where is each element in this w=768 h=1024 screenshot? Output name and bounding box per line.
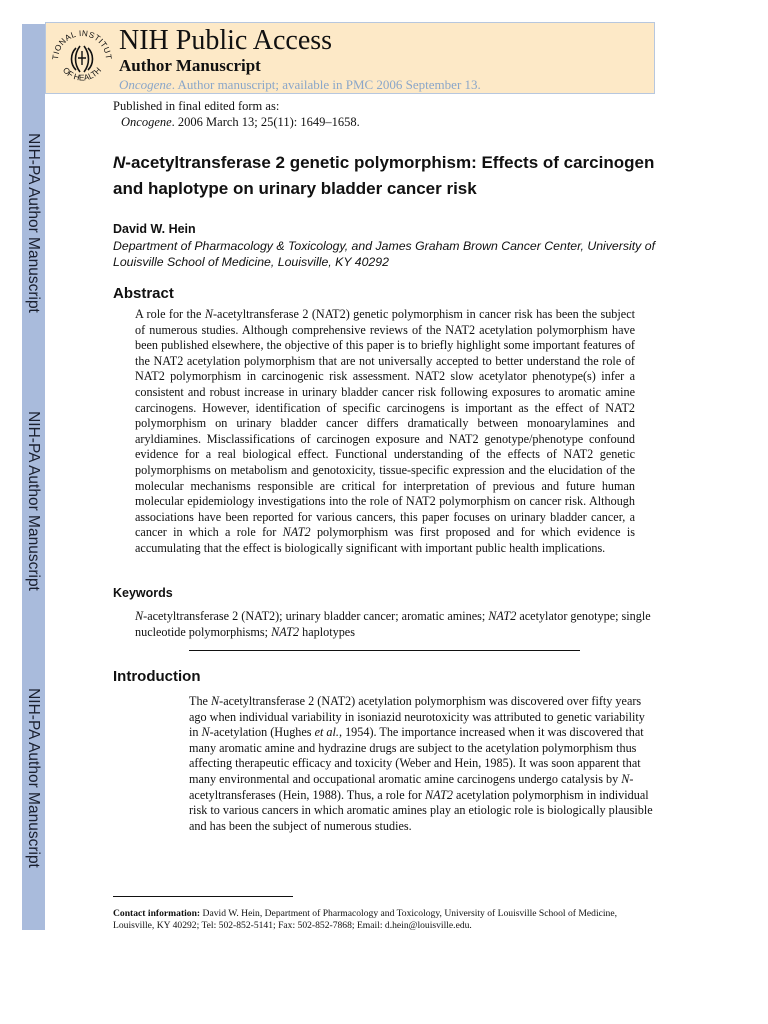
svg-text:NATIONAL INSTITUTES: TIONAL INSTITUT [50, 28, 114, 61]
svg-text:OF HEALTH: OF HEALTH [60, 65, 104, 83]
nih-pa-sidebar [22, 24, 45, 930]
sidebar-label: NIH-PA Author Manuscript [25, 133, 42, 313]
author-name: David W. Hein [113, 222, 196, 236]
publication-info: Published in final edited form as: Oncogene. 2006 March 13; 25(11): 1649–1658. [113, 99, 360, 129]
section-divider [189, 650, 580, 651]
sidebar-label: NIH-PA Author Manuscript [25, 688, 42, 868]
banner-title: NIH Public Access [119, 25, 333, 56]
keywords-text: N-acetyltransferase 2 (NAT2); urinary bladder cancer; aromatic amines; NAT2 acetylator genotype; single nucleotide polymorphisms; NAT2 haplotypes [135, 609, 651, 639]
footnote-divider [113, 896, 293, 897]
author-affiliation: Department of Pharmacology & Toxicology, and James Graham Brown Cancer Center, University of Louisville School of Medicine, Louisville, KY 40292 [113, 239, 655, 269]
sidebar-label: NIH-PA Author Manuscript [25, 411, 42, 591]
abstract-heading: Abstract [113, 285, 174, 302]
article-title: N-acetyltransferase 2 genetic polymorphism: Effects of carcinogen and haplotype on urinary bladder cancer risk [113, 153, 655, 198]
keywords-heading: Keywords [113, 586, 173, 600]
banner-availability: Oncogene. Author manuscript; available in PMC 2006 September 13. [119, 77, 481, 92]
abstract-text: A role for the N-acetyltransferase 2 (NAT2) genetic polymorphism in cancer risk has been the subject of numerous studies. Although comprehensive reviews of the NAT2 acetylation polymorphism have been published elsewhere, the objective of this paper is to briefly highlight some important features of the NAT2 acetylation polymorphism that are not universally accepted to better understand the role of NAT2 polymorphism in carcinogenic risk assessment. NAT2 slow acetylator phenotype(s) infer a consistent and robust increase in urinary bladder cancer risk following exposures to aromatic amine carcinogens. However, identification of specific carcinogens is important as the effect of NAT2 polymorphism on urinary bladder cancer differs dramatically between monoarylamines and aryldiamines. Misclassifications of carcinogen exposure and NAT2 genotype/phenotype confound evidence for a real biological effect. Functional understanding of the effects of NAT2 genetic polymorphisms on metabolism and genotoxicity, tissue-specific expression and the elucidation of the molecular mechanisms responsible are critical for interpretation of previous and future human molecular epidemiology investigations into the role of NAT2 polymorphism on cancer risk. Although associations have been reported for various cancers, this paper focuses on urinary bladder cancer, a cancer in which a role for NAT2 polymorphism was first proposed and for which evidence is accumulating that the effect is biologically significant with important public health implications. [135, 307, 636, 555]
banner-subtitle: Author Manuscript [119, 56, 261, 75]
introduction-heading: Introduction [113, 668, 201, 685]
contact-footnote: Contact information: David W. Hein, Department of Pharmacology and Toxicology, University of Louisville School of Medicine, Louisville, KY 40292; Tel: 502-852-5141; Fax: 502-852-7868; Email: d.hein@louisville.edu. [113, 908, 617, 931]
nih-public-access-banner [45, 22, 655, 94]
introduction-text: The N-acetyltransferase 2 (NAT2) acetylation polymorphism was discovered over fifty years ago when individual variability in isoniazid neurotoxicity was attributed to genetic variability in N-acetylation (Hughes et al., 1954). The importance increased when it was discovered that many aromatic amine and hydrazine drugs are subject to the acetylation polymorphism thus affecting therapeutic efficacy and toxicity (Weber and Hein, 1985). It was soon apparent that many environmental and occupational aromatic amine carcinogens undergo catalysis by N-acetyltransferases (Hein, 1988). Thus, a role for NAT2 acetylation polymorphism in individual risk to various cancers in which aromatic amines play an etiologic role is biologically plausible and has been the subject of numerous studies. [189, 694, 653, 833]
nih-seal-logo [48, 24, 116, 92]
